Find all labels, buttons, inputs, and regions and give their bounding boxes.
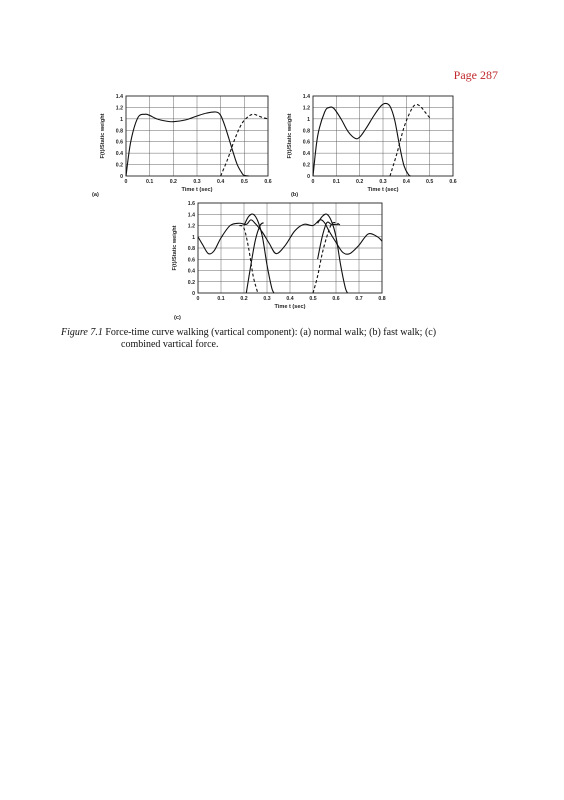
chart-normal-walk: [84, 88, 294, 203]
x-tick-label: 0.4: [286, 296, 294, 302]
y-tick-label: 0.6: [115, 139, 123, 146]
x-tick-label: 0.2: [169, 179, 177, 185]
y-tick-label: 1: [120, 116, 123, 123]
panel-label: (b): [291, 192, 299, 198]
x-tick-label: 0.5: [426, 179, 434, 185]
y-tick-label: 0.8: [187, 246, 195, 252]
x-axis-label: Time t (sec): [274, 304, 306, 310]
y-axis-label: F(t)/Static weight: [172, 225, 178, 271]
y-tick-label: 1.4: [302, 94, 310, 100]
y-tick-label: 1.4: [115, 94, 123, 100]
x-tick-label: 0.7: [355, 296, 363, 302]
y-tick-label: 1: [192, 234, 195, 241]
page-number: Page 287: [453, 68, 498, 82]
series-line-solid: [318, 214, 348, 293]
series-line-dashed: [313, 223, 341, 293]
y-tick-label: 0.6: [187, 257, 195, 264]
x-tick-label: 0.3: [193, 179, 201, 185]
chart-combined-force: [160, 195, 400, 325]
x-tick-label: 0: [311, 179, 315, 185]
y-tick-label: 1: [307, 116, 310, 123]
x-tick-label: 0.4: [402, 179, 410, 185]
y-tick-label: 0.2: [187, 279, 195, 286]
caption-text-continued: combined vartical force.: [121, 339, 219, 350]
y-tick-label: 0.4: [187, 268, 195, 275]
x-tick-label: 0.3: [263, 296, 271, 302]
y-tick-label: 1.2: [115, 105, 123, 112]
series-line-solid: [246, 223, 263, 293]
x-tick-label: 0.2: [240, 296, 248, 302]
x-tick-label: 0.1: [146, 179, 154, 185]
x-tick-label: 0.2: [356, 179, 364, 185]
series-line-dashed: [390, 104, 430, 176]
y-axis-label: F(t)/Static weight: [287, 113, 293, 159]
x-tick-label: 0.4: [217, 179, 225, 185]
x-tick-label: 0: [124, 179, 128, 185]
y-tick-label: 0: [120, 174, 123, 180]
series-line-solid: [313, 103, 411, 176]
chart-fast-walk: [283, 88, 483, 203]
x-tick-label: 0.6: [264, 179, 272, 185]
y-tick-label: 0.8: [115, 128, 123, 135]
x-axis-label: Time t (sec): [367, 187, 399, 193]
y-tick-label: 0.6: [302, 139, 310, 146]
x-tick-label: 0.3: [379, 179, 387, 185]
x-tick-label: 0.6: [332, 296, 340, 302]
caption-label: Figure 7.1: [61, 327, 103, 338]
y-axis-label: F(t)/Static weight: [100, 113, 106, 159]
y-tick-label: 1.4: [187, 212, 195, 219]
x-tick-label: 0.5: [240, 179, 248, 185]
x-tick-label: 0.1: [332, 179, 340, 185]
y-tick-label: 0.2: [302, 162, 310, 169]
series-line-solid: [126, 112, 249, 176]
y-tick-label: 0.8: [302, 128, 310, 135]
x-tick-label: 0.6: [449, 179, 457, 185]
panel-label: (c): [174, 315, 181, 321]
y-tick-label: 0: [192, 291, 195, 297]
x-tick-label: 0.1: [217, 296, 225, 302]
y-tick-label: 0.4: [115, 151, 123, 158]
x-tick-label: 0: [196, 296, 200, 302]
x-tick-label: 0.5: [309, 296, 317, 302]
y-tick-label: 1.2: [302, 105, 310, 112]
y-tick-label: 0.4: [302, 151, 310, 158]
y-tick-label: 0.2: [115, 162, 123, 169]
x-tick-label: 0.8: [378, 296, 386, 302]
caption-text: Force-time curve walking (vartical component): (a) normal walk; (b) fast walk; (c): [105, 327, 437, 338]
y-tick-label: 0: [307, 174, 310, 180]
y-tick-label: 1.6: [187, 201, 195, 207]
figure-caption: [61, 327, 491, 351]
panel-label: (a): [92, 192, 99, 198]
y-tick-label: 1.2: [187, 223, 195, 230]
x-axis-label: Time t (sec): [181, 187, 213, 193]
